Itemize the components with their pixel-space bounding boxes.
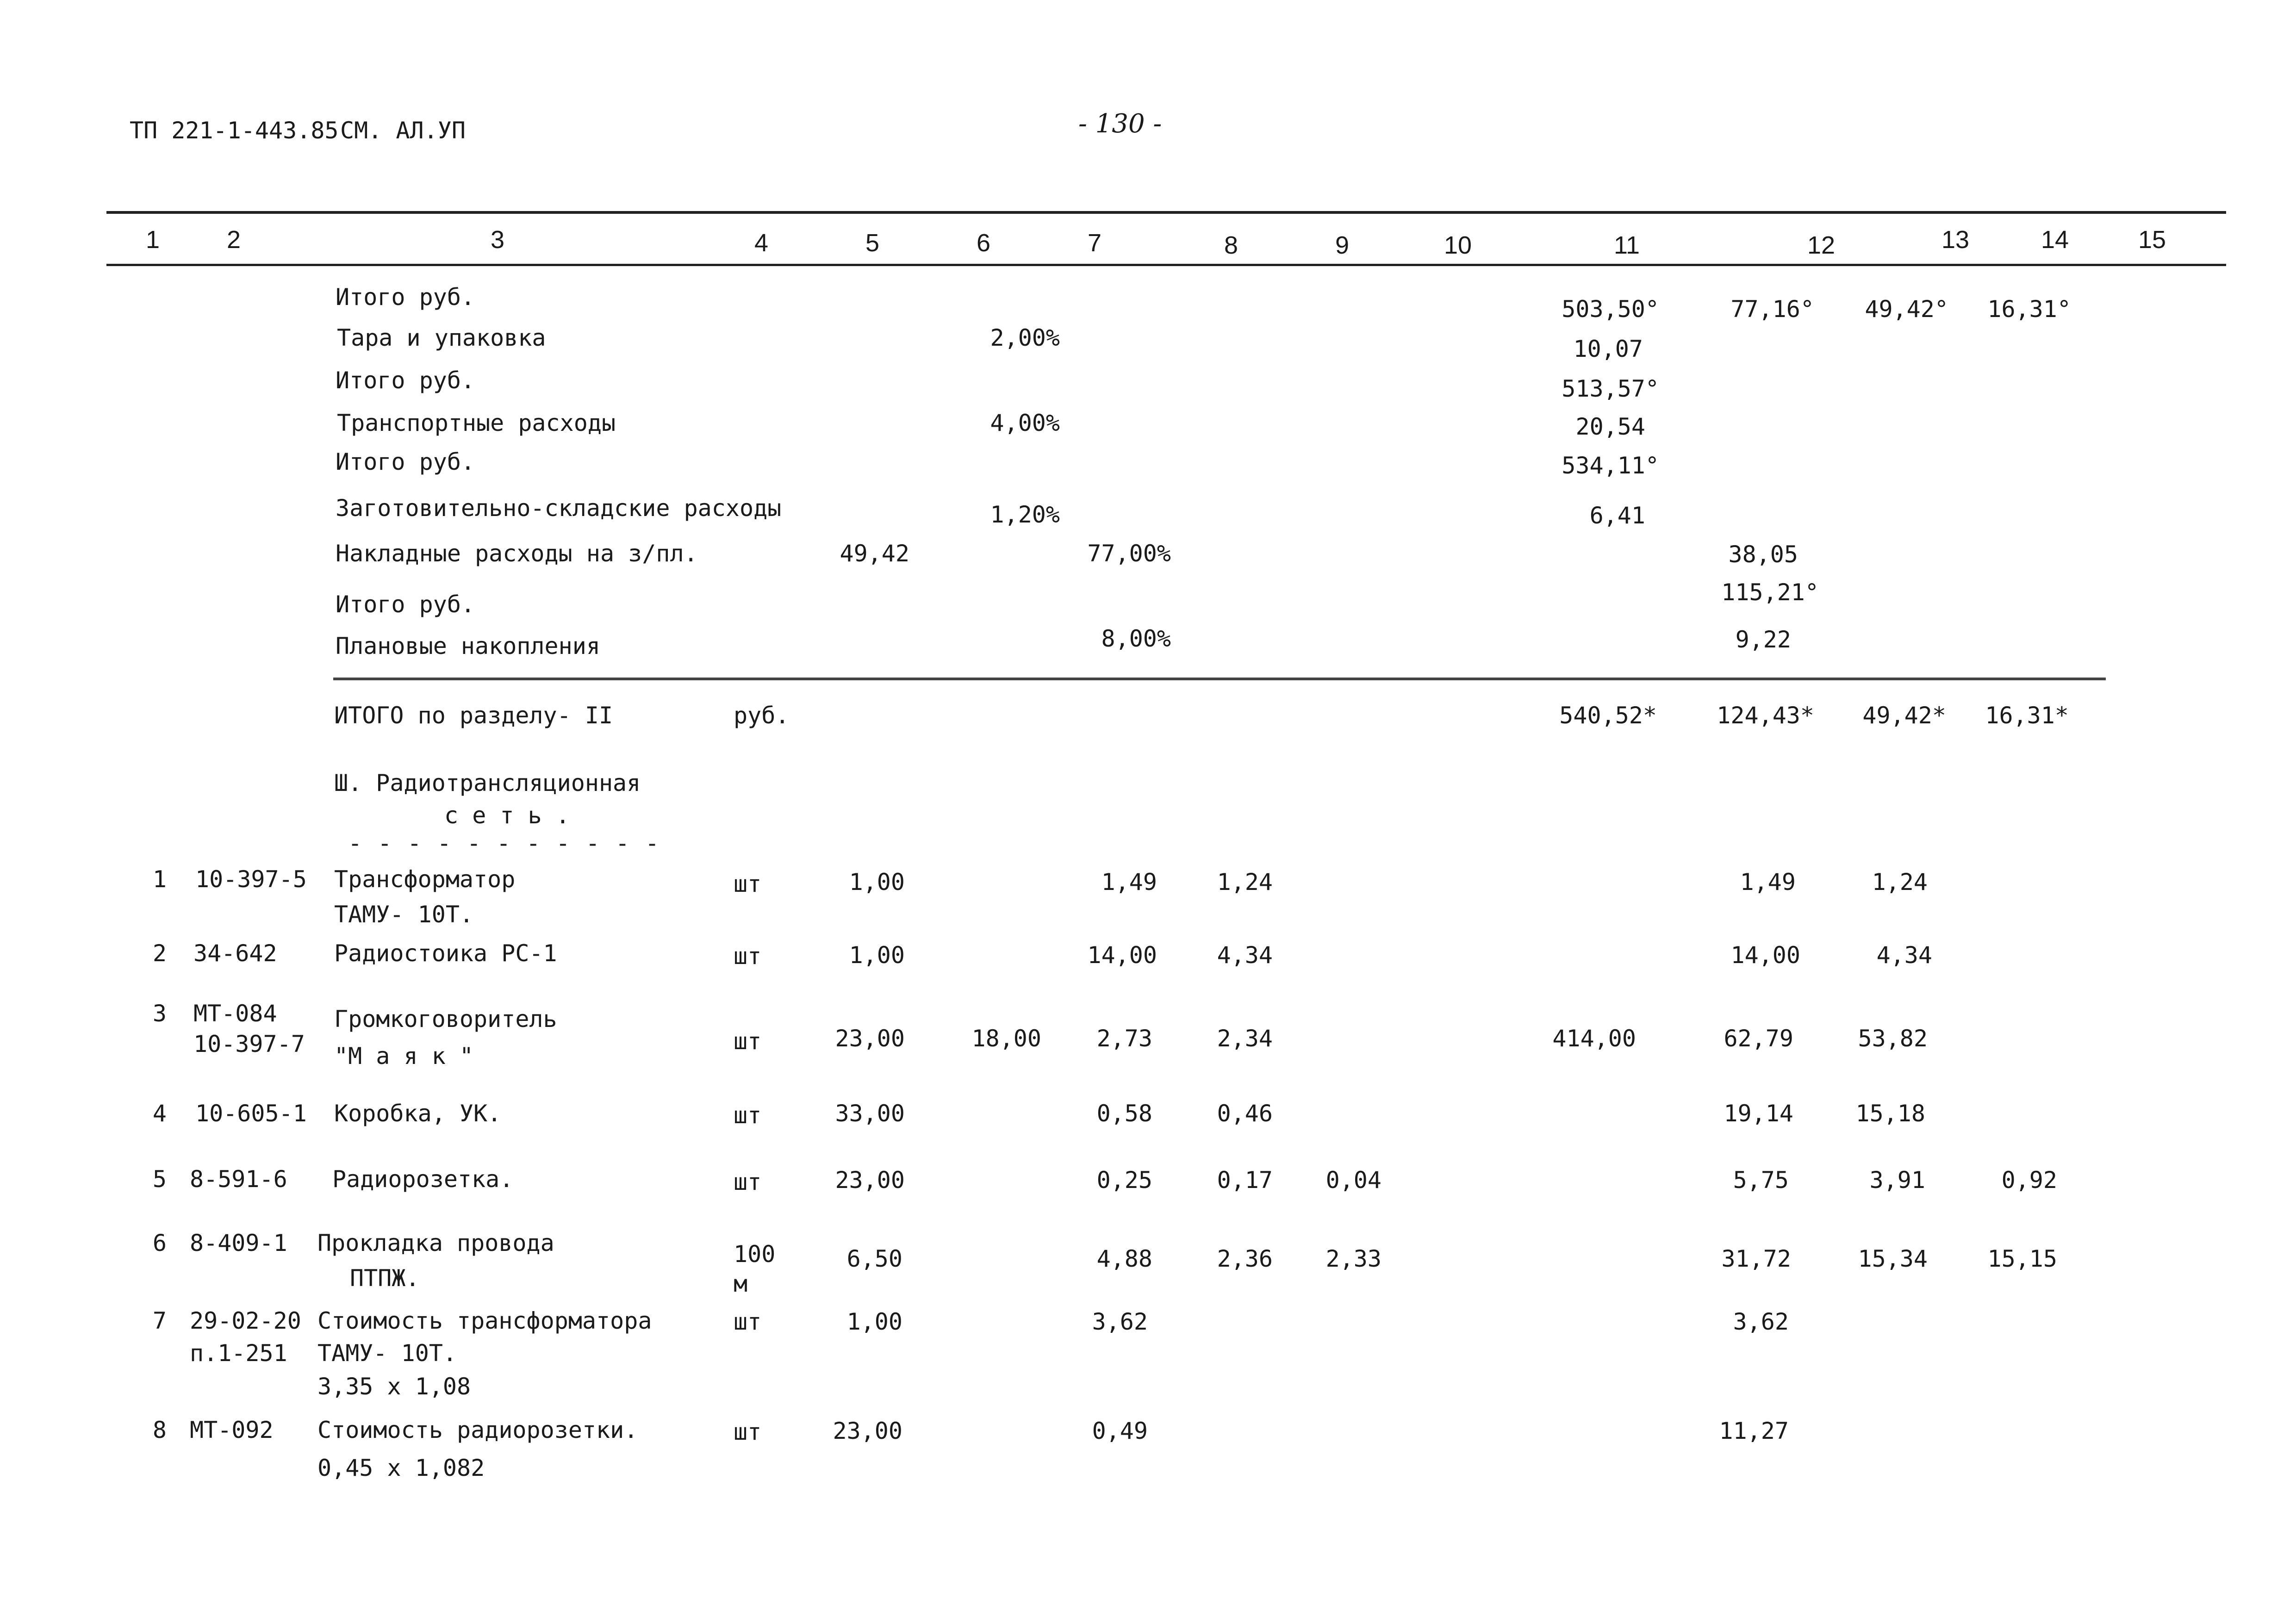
cell-col7: 14,00 — [1087, 942, 1157, 969]
cell-col11: 513,57° — [1562, 375, 1659, 402]
cell-col8: 1,24 — [1217, 869, 1273, 895]
column-header: 12 — [1807, 231, 1836, 259]
cell-col5: 1,00 — [846, 1308, 902, 1335]
cell-col12: 77,16° — [1730, 296, 1814, 323]
row-name: Коробка, УК. — [334, 1100, 502, 1127]
total-name: ИТОГО по разделу- II — [334, 702, 613, 729]
column-header: 10 — [1444, 231, 1472, 259]
cell-col11: 10,07 — [1573, 336, 1643, 362]
cell-col11: 20,54 — [1575, 413, 1645, 440]
cell-col9: 0,04 — [1325, 1167, 1381, 1194]
column-header: 3 — [490, 226, 505, 254]
cell-col12: 38,05 — [1728, 541, 1798, 568]
cell-col13: 4,34 — [1876, 942, 1932, 969]
row-name: Трансформатор — [334, 866, 516, 893]
cell-col6: 4,00% — [990, 410, 1060, 436]
total-col11: 540,52* — [1559, 702, 1657, 729]
cell-col13: 15,18 — [1855, 1100, 1925, 1127]
row-name: Итого руб. — [336, 284, 475, 311]
cell-col7: 0,49 — [1092, 1418, 1148, 1444]
cell-col11: 414,00 — [1552, 1025, 1636, 1052]
column-header: 9 — [1335, 231, 1350, 259]
row-code: 8-591-6 — [190, 1166, 287, 1193]
row-number: 8 — [152, 1417, 167, 1443]
total-col13: 49,42* — [1862, 702, 1946, 729]
row-name-line2: ПТПЖ. — [350, 1265, 420, 1292]
total-col14: 16,31* — [1985, 702, 2069, 729]
row-unit-line2: м — [734, 1270, 748, 1297]
cell-col12: 5,75 — [1733, 1167, 1789, 1194]
row-name: Плановые накопления — [336, 633, 600, 659]
row-name-line2: "М а я к " — [334, 1043, 474, 1070]
cell-col12: 11,27 — [1719, 1418, 1789, 1444]
row-unit: шт — [734, 1102, 762, 1129]
row-name: Заготовительно-складские расходы — [336, 495, 782, 522]
row-number: 5 — [152, 1166, 167, 1193]
cell-col11: 6,41 — [1589, 502, 1645, 529]
row-name: Стоимость радиорозетки. — [317, 1417, 638, 1443]
column-header: 1 — [145, 226, 160, 254]
cell-col5: 23,00 — [835, 1025, 905, 1052]
row-code-line2: п.1-251 — [190, 1340, 287, 1367]
cell-col6: 18,00 — [971, 1025, 1041, 1052]
cell-col5: 6,50 — [846, 1245, 902, 1272]
cell-col12: 62,79 — [1724, 1025, 1793, 1052]
total-unit: руб. — [734, 702, 790, 729]
row-name: Стоимость трансформатора — [317, 1307, 652, 1334]
row-unit: шт — [734, 1418, 762, 1445]
section-title: Ш. Радиотрансляционная — [334, 770, 641, 796]
cell-col12: 3,62 — [1733, 1308, 1789, 1335]
cell-col12: 19,14 — [1724, 1100, 1793, 1127]
row-code: МТ-092 — [190, 1417, 274, 1443]
row-name: Накладные расходы на з/пл. — [336, 540, 698, 567]
column-header: 5 — [865, 229, 880, 257]
row-number: 4 — [152, 1100, 167, 1127]
cell-col7: 77,00% — [1087, 540, 1171, 567]
cell-col7: 3,62 — [1092, 1308, 1148, 1335]
section-subtitle: с е т ь . — [444, 802, 570, 829]
row-number: 6 — [152, 1230, 167, 1256]
row-number: 7 — [152, 1307, 167, 1334]
page-number: - 130 - — [1078, 109, 1162, 139]
cell-col8: 4,34 — [1217, 942, 1273, 969]
row-name: Громкоговоритель — [334, 1006, 557, 1032]
row-unit: шт — [734, 1169, 762, 1195]
section-separator-rule — [333, 678, 2106, 680]
cell-col6: 2,00% — [990, 324, 1060, 351]
cell-col12: 14,00 — [1730, 942, 1800, 969]
column-header: 2 — [226, 226, 241, 254]
cell-col14: 16,31° — [1987, 296, 2071, 323]
cell-col8: 2,34 — [1217, 1025, 1273, 1052]
cell-col8: 2,36 — [1217, 1245, 1273, 1272]
row-name: Итого руб. — [336, 448, 475, 475]
cell-col7: 1,49 — [1101, 869, 1157, 895]
section-underline: - - - - - - - - - - - — [348, 830, 660, 857]
cell-col7: 8,00% — [1101, 625, 1171, 652]
cell-col5: 1,00 — [849, 942, 905, 969]
row-name: Итого руб. — [336, 591, 475, 618]
row-unit: шт — [734, 1308, 762, 1335]
cell-col7: 0,25 — [1096, 1167, 1152, 1194]
cell-col5: 23,00 — [835, 1167, 905, 1194]
column-header: 7 — [1087, 229, 1102, 257]
document-code: ТП 221-1-443.85 — [130, 117, 339, 144]
cell-col5: 23,00 — [833, 1418, 902, 1444]
column-header: 14 — [2041, 226, 2069, 254]
cell-col7: 2,73 — [1096, 1025, 1152, 1052]
row-code: 8-409-1 — [190, 1230, 287, 1256]
row-name: Тара и упаковка — [337, 324, 546, 351]
row-name-line2: ТАМУ- 10Т. — [334, 901, 474, 928]
row-unit: шт — [734, 871, 762, 897]
cell-col12: 115,21° — [1721, 579, 1819, 606]
cell-col14: 15,15 — [1987, 1245, 2057, 1272]
row-code: 34-642 — [193, 940, 277, 967]
row-name: Прокладка провода — [317, 1230, 554, 1256]
row-unit: шт — [734, 1028, 762, 1055]
table-header-rule — [106, 264, 2226, 266]
total-col12: 124,43* — [1717, 702, 1814, 729]
cell-col5: 49,42 — [840, 540, 909, 567]
cell-col8: 0,17 — [1217, 1167, 1273, 1194]
column-header: 13 — [1941, 226, 1970, 254]
column-header: 8 — [1224, 231, 1238, 259]
row-name: Транспортные расходы — [337, 410, 616, 436]
cell-col7: 4,88 — [1096, 1245, 1152, 1272]
row-name: Радиорозетка. — [332, 1166, 514, 1193]
row-name: Итого руб. — [336, 367, 475, 394]
cell-col12: 9,22 — [1735, 626, 1791, 653]
album-reference: СМ. АЛ.УП — [340, 117, 466, 144]
cell-col13: 15,34 — [1858, 1245, 1928, 1272]
cell-col11: 534,11° — [1562, 452, 1659, 479]
cell-col12: 31,72 — [1721, 1245, 1791, 1272]
row-name-line3: 3,35 х 1,08 — [317, 1373, 471, 1400]
cell-col6: 1,20% — [990, 501, 1060, 528]
cell-col12: 1,49 — [1740, 869, 1796, 895]
column-header: 11 — [1613, 231, 1640, 259]
cell-col14: 0,92 — [2001, 1167, 2057, 1194]
cell-col13: 49,42° — [1865, 296, 1948, 323]
row-code: МТ-084 — [193, 1000, 277, 1027]
row-code: 10-605-1 — [195, 1100, 307, 1127]
cell-col13: 53,82 — [1858, 1025, 1928, 1052]
row-name-line2: 0,45 х 1,082 — [317, 1455, 485, 1481]
row-code: 10-397-5 — [195, 866, 307, 893]
table-top-rule — [106, 211, 2226, 214]
cell-col5: 33,00 — [835, 1100, 905, 1127]
cell-col5: 1,00 — [849, 869, 905, 895]
row-code-line2: 10-397-7 — [193, 1031, 305, 1057]
row-number: 1 — [152, 866, 167, 893]
cell-col9: 2,33 — [1325, 1245, 1381, 1272]
column-header: 6 — [976, 229, 991, 257]
cell-col11: 503,50° — [1562, 296, 1659, 323]
cell-col8: 0,46 — [1217, 1100, 1273, 1127]
row-number: 2 — [152, 940, 167, 967]
row-number: 3 — [152, 1000, 167, 1027]
cell-col7: 0,58 — [1096, 1100, 1152, 1127]
column-header: 15 — [2138, 226, 2166, 254]
row-unit: шт — [734, 943, 762, 970]
row-unit: 100 — [734, 1241, 776, 1268]
column-header: 4 — [754, 229, 769, 257]
row-name-line2: ТАМУ- 10Т. — [317, 1340, 457, 1367]
cell-col13: 1,24 — [1872, 869, 1928, 895]
cell-col13: 3,91 — [1869, 1167, 1925, 1194]
row-code: 29-02-20 — [190, 1307, 301, 1334]
row-name: Радиостоика РС-1 — [334, 940, 557, 967]
